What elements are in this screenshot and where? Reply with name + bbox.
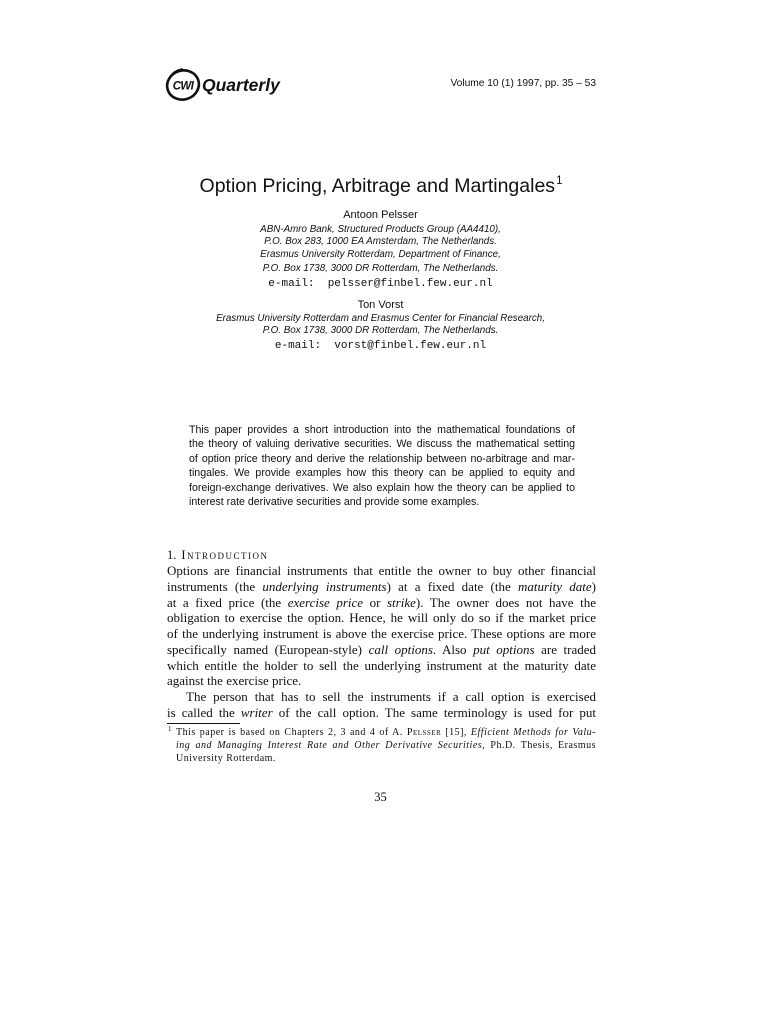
abstract-line: tingales. We provide examples how this theory can be applied to equity and [189, 467, 575, 480]
title-text: Option Pricing, Arbitrage and Martingales [199, 175, 556, 197]
author-affiliation: Erasmus University Rotterdam, Department of Finance, [260, 248, 501, 260]
footnote-line [176, 739, 596, 752]
paragraph [167, 563, 596, 689]
author-affiliation: Erasmus University Rotterdam and Erasmus Center for Financial Research, [216, 312, 545, 324]
title-footnote-mark: 1 [556, 175, 563, 187]
emphasized-term: underlying instruments [262, 578, 387, 594]
abstract [189, 423, 575, 509]
text-line [167, 642, 596, 658]
text-line [167, 579, 596, 595]
author-email [0, 277, 761, 291]
abstract-line: of option price theory and derive the relationship between no-arbitrage and mar- [189, 452, 575, 465]
abstract-line: This paper provides a short introduction into the mathematical foundations of [189, 424, 575, 436]
text-line [167, 610, 596, 626]
author-name: Ton Vorst [357, 299, 404, 311]
email-address: vorst@finbel.few.eur.nl [334, 340, 487, 352]
paper-title [0, 172, 762, 203]
emphasized-term: maturity date [518, 578, 592, 594]
text-run: of the call option. The same terminology is used for put [272, 705, 597, 721]
text-line [167, 689, 596, 705]
text-run: or [363, 594, 387, 610]
footnote-mark: 1 [168, 725, 172, 733]
text-line [167, 595, 596, 611]
text-run: specifically named (European-style) [167, 641, 369, 657]
cwi-quarterly-logo [165, 65, 287, 105]
paragraph [167, 689, 596, 721]
abstract-line: foreign-exchange derivatives. We also explain how the theory can be applied to [189, 481, 575, 494]
abstract-line: the theory of valuing derivative securities. We discuss the mathematical setting [189, 438, 575, 451]
cited-title: ing and Managing Interest Rate and Other Derivative Securities [176, 740, 483, 751]
text-run: Options are financial instruments that entitle the owner to buy other financial [167, 563, 596, 578]
text-run: are traded [534, 641, 597, 657]
emphasized-term: exercise price [287, 594, 364, 610]
text-line [167, 658, 596, 674]
text-run: ) [591, 578, 597, 594]
text-line [167, 563, 596, 579]
author-small-caps: Pelsser [406, 727, 442, 738]
section-heading [167, 547, 269, 563]
footnote-line [176, 726, 596, 739]
emphasized-term: call options [368, 641, 433, 657]
author-affiliation: P.O. Box 1738, 3000 DR Rotterdam, The Netherlands. [262, 262, 499, 274]
text-run: University Rotterdam. [176, 753, 276, 764]
emphasized-term: put options [473, 641, 535, 657]
footnote-line [176, 752, 596, 765]
text-run: , Ph.D. Thesis, Erasmus [482, 740, 596, 751]
footnote-rule [167, 723, 240, 724]
email-label: e-mail: [268, 278, 315, 290]
emphasized-term: writer [240, 705, 273, 721]
author-email [0, 339, 761, 353]
author-name: Antoon Pelsser [343, 209, 418, 221]
page-number: 35 [374, 790, 387, 804]
logo-name: Quarterly [202, 75, 280, 95]
text-run: ). The owner does not have the [415, 594, 596, 610]
text-run: instruments (the [167, 578, 263, 594]
text-run: ) at a fixed date (the [386, 578, 518, 594]
email-label: e-mail: [274, 340, 322, 352]
section-number: 1. [167, 548, 177, 562]
text-run: which entitle the holder to sell the underlying instrument at the maturity date [167, 657, 596, 673]
text-run: [15], [441, 727, 471, 738]
text-run: at a fixed price (the [167, 594, 288, 610]
emphasized-term: strike [386, 594, 416, 610]
text-run: is called the [167, 705, 241, 721]
text-line [167, 673, 596, 689]
text-run: This paper is based on Chapters 2, 3 and 4 of A. [176, 727, 407, 738]
text-run: of the underlying instrument is above the exercise price. These options are more [167, 626, 596, 642]
text-run: The person that has to sell the instruments if a call option is exercised [186, 689, 596, 705]
body-text [167, 563, 596, 721]
text-run: obligation to exercise the option. Hence, he will only do so if the market price [167, 610, 596, 626]
logo-mark: CWI [172, 80, 194, 93]
text-run: against the exercise price. [167, 673, 302, 689]
email-address: pelsser@finbel.few.eur.nl [327, 278, 493, 290]
cited-title: Efficient Methods for Valu- [470, 727, 596, 738]
text-line [167, 626, 596, 642]
author-affiliation: ABN-Amro Bank, Structured Products Group (AA4410), [260, 223, 501, 235]
volume-info: Volume 10 (1) 1997, pp. 35 – 53 [450, 78, 596, 89]
author-affiliation: P.O. Box 1738, 3000 DR Rotterdam, The Netherlands. [262, 324, 499, 336]
text-line [167, 705, 596, 721]
abstract-line: interest rate derivative securities and provide some examples. [189, 496, 480, 509]
text-run: . Also [432, 641, 474, 657]
footnote [167, 726, 596, 765]
section-title: Introduction [181, 548, 269, 562]
author-affiliation: P.O. Box 283, 1000 EA Amsterdam, The Netherlands. [264, 235, 497, 247]
